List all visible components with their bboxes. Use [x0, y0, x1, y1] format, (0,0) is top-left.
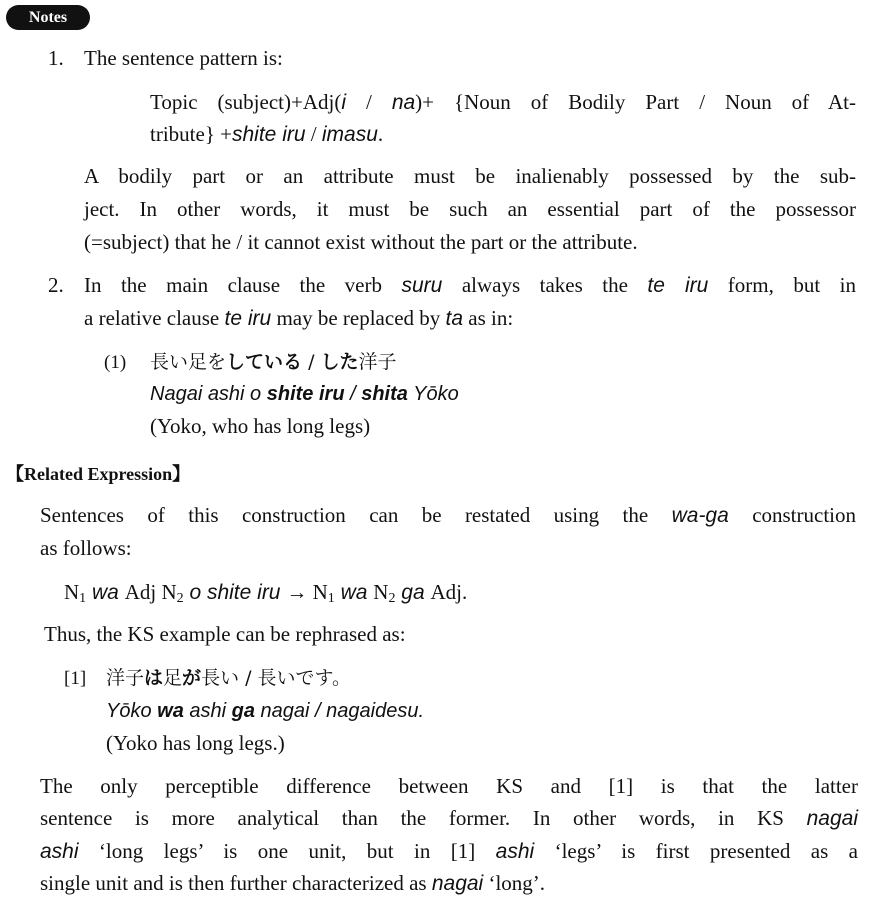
pattern-line-1: Topic (subject)+Adj(i / na)+ {Noun of Bodily Part / Noun of At- [150, 90, 856, 114]
example-1-romaji: Nagai ashi o shite iru / shita Yōko [150, 383, 459, 405]
conclusion-line-2: sentence is more analytical than the former. In other words, in KS nagai [40, 806, 858, 830]
related-line-2: as follows: [40, 536, 132, 560]
conclusion-line-1: The only perceptible difference between KS and [1] is that the latter [40, 774, 858, 798]
conclusion-line-4: single unit and is then further characterized as nagai ‘long’. [40, 871, 546, 895]
note-1-para-line-3: (=subject) that he / it cannot exist without the part or the attribute. [84, 230, 638, 254]
note-1-number: 1. [48, 46, 64, 70]
conclusion-line-3: ashi ‘long legs’ is one unit, but in [1] ashi ‘legs’ is first presented as a [40, 839, 858, 863]
related-expression-heading: 【Related Expression】 [6, 464, 191, 484]
transformation-formula: $N_1$ wa Adj $N_2$ o shite iru → $N_1$ wa $N_2$ ga Adj. [64, 580, 468, 606]
example-1-number: (1) [104, 352, 127, 373]
note-1-intro: The sentence pattern is: [84, 46, 283, 70]
example-1-english: (Yoko, who has long legs) [150, 414, 371, 438]
example-2-number: [1] [64, 668, 87, 689]
example-1-japanese: 長い足をしている / した洋子 [150, 351, 397, 373]
example-2-english: (Yoko has long legs.) [106, 731, 285, 755]
note-2-number: 2. [48, 273, 64, 297]
notes-badge: Notes [6, 5, 90, 30]
related-thus: Thus, the KS example can be rephrased as: [44, 622, 406, 646]
related-line-1: Sentences of this construction can be restated using the wa-ga construction [40, 503, 857, 527]
note-2-line-2: a relative clause te iru may be replaced by ta as in: [84, 306, 514, 330]
note-1-para-line-2: ject. In other words, it must be such an essential part of the possessor [84, 197, 856, 221]
example-2-romaji: Yōko wa ashi ga nagai / nagaidesu. [106, 700, 425, 722]
note-1-para-line-1: A bodily part or an attribute must be inalienably possessed by the sub- [84, 164, 856, 188]
example-2-japanese: 洋子は足が長い / 長いです。 [106, 667, 352, 689]
pattern-line-2: tribute} +shite iru / imasu. [150, 122, 384, 146]
note-2-line-1: In the main clause the verb suru always takes the te iru form, but in [84, 273, 856, 297]
